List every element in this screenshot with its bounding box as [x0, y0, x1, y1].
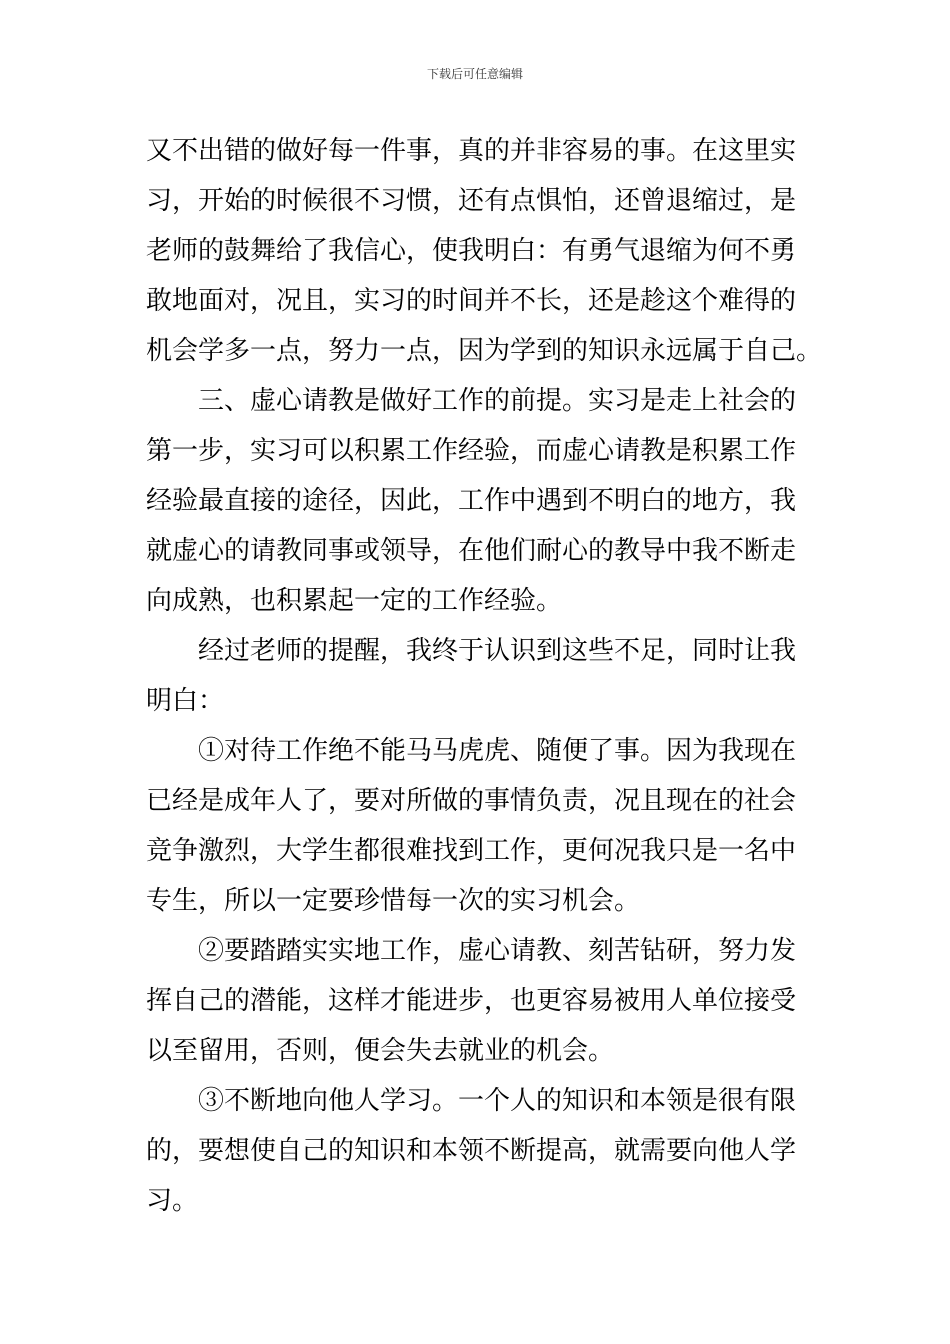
text-line: 明白：: [146, 686, 225, 716]
paragraph-start-line: ③不断地向他人学习。一个人的知识和本领是很有限: [198, 1086, 797, 1116]
text-line: 习，开始的时候很不习惯，还有点惧怕，还曾退缩过，是: [146, 186, 797, 216]
text-line: 机会学多一点，努力一点，因为学到的知识永远属于自己。: [146, 336, 823, 366]
text-line: 挥自己的潜能，这样才能进步，也更容易被用人单位接受: [146, 986, 797, 1016]
text-line: 又不出错的做好每一件事，真的并非容易的事。在这里实: [146, 136, 797, 166]
text-line: 经验最直接的途径，因此，工作中遇到不明白的地方，我: [146, 486, 797, 516]
text-line: 已经是成年人了，要对所做的事情负责，况且现在的社会: [146, 786, 797, 816]
text-line: 专生，所以一定要珍惜每一次的实习机会。: [146, 886, 641, 916]
text-line: 第一步，实习可以积累工作经验，而虚心请教是积累工作: [146, 436, 797, 466]
text-line: 的，要想使自己的知识和本领不断提高，就需要向他人学: [146, 1136, 797, 1166]
text-line: 竞争激烈，大学生都很难找到工作，更何况我只是一名中: [146, 836, 797, 866]
document-body: [146, 126, 823, 1226]
paragraph-start-line: 三、虚心请教是做好工作的前提。实习是走上社会的: [198, 386, 797, 416]
paragraph-start-line: 经过老师的提醒，我终于认识到这些不足，同时让我: [198, 636, 797, 666]
text-line: 向成熟，也积累起一定的工作经验。: [146, 586, 563, 616]
paragraph-start-line: ②要踏踏实实地工作，虚心请教、刻苦钻研，努力发: [198, 936, 797, 966]
text-line: 老师的鼓舞给了我信心，使我明白：有勇气退缩为何不勇: [146, 236, 797, 266]
text-line: 敢地面对，况且，实习的时间并不长，还是趁这个难得的: [146, 286, 797, 316]
text-line: 以至留用，否则，便会失去就业的机会。: [146, 1036, 615, 1066]
page-header: 下载后可任意编辑: [426, 67, 523, 81]
text-line: 习。: [146, 1186, 199, 1216]
text-line: 就虚心的请教同事或领导，在他们耐心的教导中我不断走: [146, 536, 797, 566]
paragraph-start-line: ①对待工作绝不能马马虎虎、随便了事。因为我现在: [198, 736, 797, 766]
